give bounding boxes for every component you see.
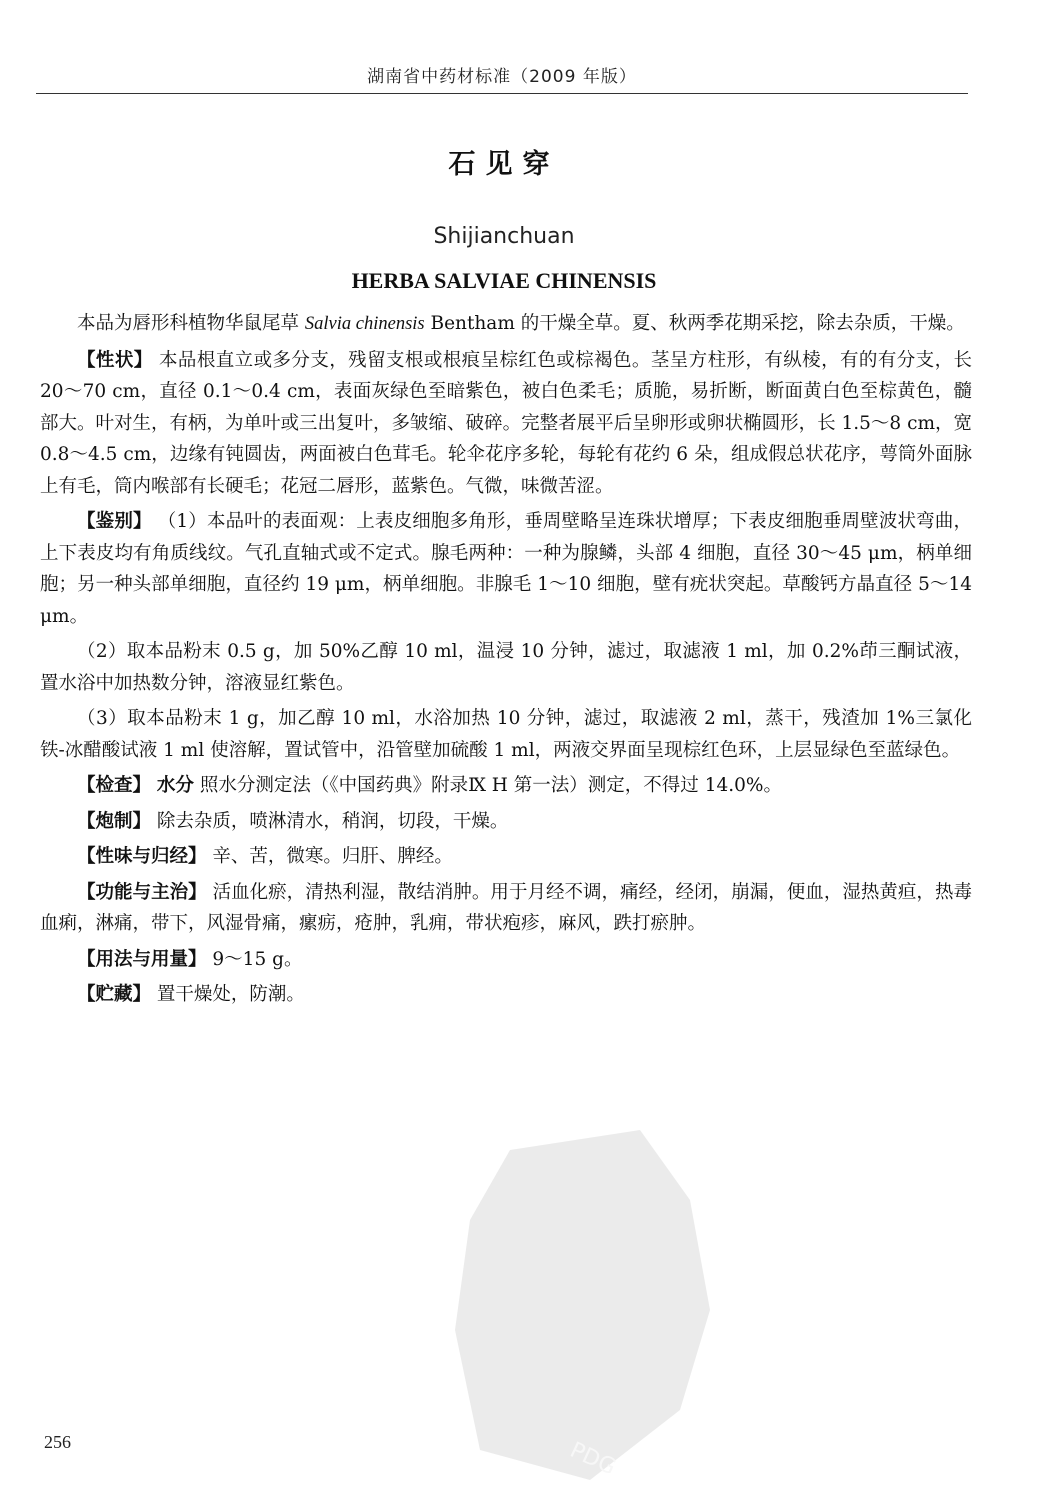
section-label: 【鉴别】 — [77, 511, 152, 532]
section-text: 9～15 g。 — [212, 948, 303, 970]
section-text: 置干燥处，防潮。 — [156, 984, 305, 1005]
identification-item-2: （2）取本品粉末 0.5 g，加 50%乙醇 10 ml，温浸 10 分钟，滤过，取滤液 1 ml，加 0.2%茚三酮试液，置水浴中加热数分钟，溶液显红紫色。 — [40, 641, 972, 694]
section-label: 【贮藏】 — [77, 984, 152, 1005]
section-yongfa — [40, 944, 972, 976]
section-label: 【用法与用量】 — [77, 948, 207, 970]
section-gongneng — [40, 877, 972, 940]
seal-shape — [455, 1130, 710, 1480]
header-rule — [36, 93, 968, 94]
intro-paragraph — [40, 308, 972, 341]
identification-item-3-paragraph — [40, 703, 972, 766]
identification-item-3: （3）取本品粉末 1 g，加乙醇 10 ml，水浴加热 10 分钟，滤过，取滤液 2 ml，蒸干，残渣加 1%三氯化铁-冰醋酸试液 1 ml 使溶解，置试管中，沿管壁加硫酸 1 ml，两液交界面呈现棕红色环，上层显绿色至蓝绿色。 — [40, 708, 972, 761]
monograph-body — [40, 308, 972, 1015]
section-text: 辛、苦，微寒。归肝、脾经。 — [212, 846, 453, 867]
section-label: 【性味与归经】 — [77, 846, 207, 867]
species-name: Salvia chinensis — [304, 314, 425, 334]
running-header: 湖南省中药材标准（2009 年版） — [367, 67, 637, 87]
section-text: 本品根直立或多分支，残留支根或根痕呈棕红色或棕褐色。茎呈方柱形，有纵棱，有的有分支，长 20～70 cm，直径 0.1～0.4 cm，表面灰绿色至暗紫色，被白色柔毛；质脆，易折断，断面黄白色至棕黄色，髓部大。叶对生，有柄，为单叶或三出复叶，多皱缩、破碎。完整者展平后呈卵形或卵状椭圆形，长 1.5～8 cm，宽 0.8～4.5 cm，边缘有钝圆齿，两面被白色茸毛。轮伞花序多轮，每轮有花约 6 朵，组成假总状花序，萼筒外面脉上有毛，筒内喉部有长硬毛；花冠二唇形，蓝紫色。气微，味微苦涩。 — [40, 349, 972, 497]
watermark-seal — [440, 1110, 720, 1490]
section-label: 【功能与主治】 — [77, 881, 207, 903]
page-number: 256 — [44, 1432, 71, 1452]
watermark-text: PDG — [566, 1437, 620, 1481]
latin-name: HERBA SALVIAE CHINENSIS — [351, 268, 657, 293]
section-label: 【性状】 — [77, 349, 153, 371]
section-xingwei — [40, 841, 972, 873]
section-xingzhuang — [40, 345, 972, 503]
section-sublabel: 水分 — [156, 775, 194, 796]
intro-text-2: Bentham 的干燥全草。夏、秋两季花期采挖，除去杂质，干燥。 — [424, 313, 965, 334]
section-label: 【炮制】 — [77, 810, 152, 832]
section-jiancha — [40, 770, 972, 802]
section-label: 【检查】 — [77, 775, 152, 796]
identification-item-1: （1）本品叶的表面观：上表皮细胞多角形，垂周壁略呈连珠状增厚；下表皮细胞垂周壁波状弯曲，上下表皮均有角质线纹。气孔直轴式或不定式。腺毛两种：一种为腺鳞，头部 4 细胞，直径 30～45 μm，柄单细胞；另一种头部单细胞，直径约 19 μm，柄单细胞。非腺毛 1～10 细胞，壁有疣状突起。草酸钙方晶直径 5～14 μm。 — [40, 511, 972, 627]
section-text: 活血化瘀，清热利湿，散结消肿。用于月经不调，痛经，经闭，崩漏，便血，湿热黄疸，热毒血痢，淋痛，带下，风湿骨痛，瘰疬，疮肿，乳痈，带状疱疹，麻风，跌打瘀肿。 — [40, 881, 972, 934]
identification-item-2-paragraph — [40, 636, 972, 699]
pinyin-name: Shijianchuan — [433, 224, 575, 249]
section-text: 照水分测定法（《中国药典》附录Ⅸ H 第一法）测定，不得过 14.0%。 — [199, 775, 782, 796]
section-paozhi — [40, 806, 972, 838]
section-text: 除去杂质，喷淋清水，稍润，切段，干燥。 — [156, 810, 509, 832]
section-zhucang — [40, 979, 972, 1011]
section-jianbie — [40, 506, 972, 632]
intro-text-1: 本品为唇形科植物华鼠尾草 — [77, 313, 305, 334]
monograph-title: 石见穿 — [448, 149, 560, 180]
